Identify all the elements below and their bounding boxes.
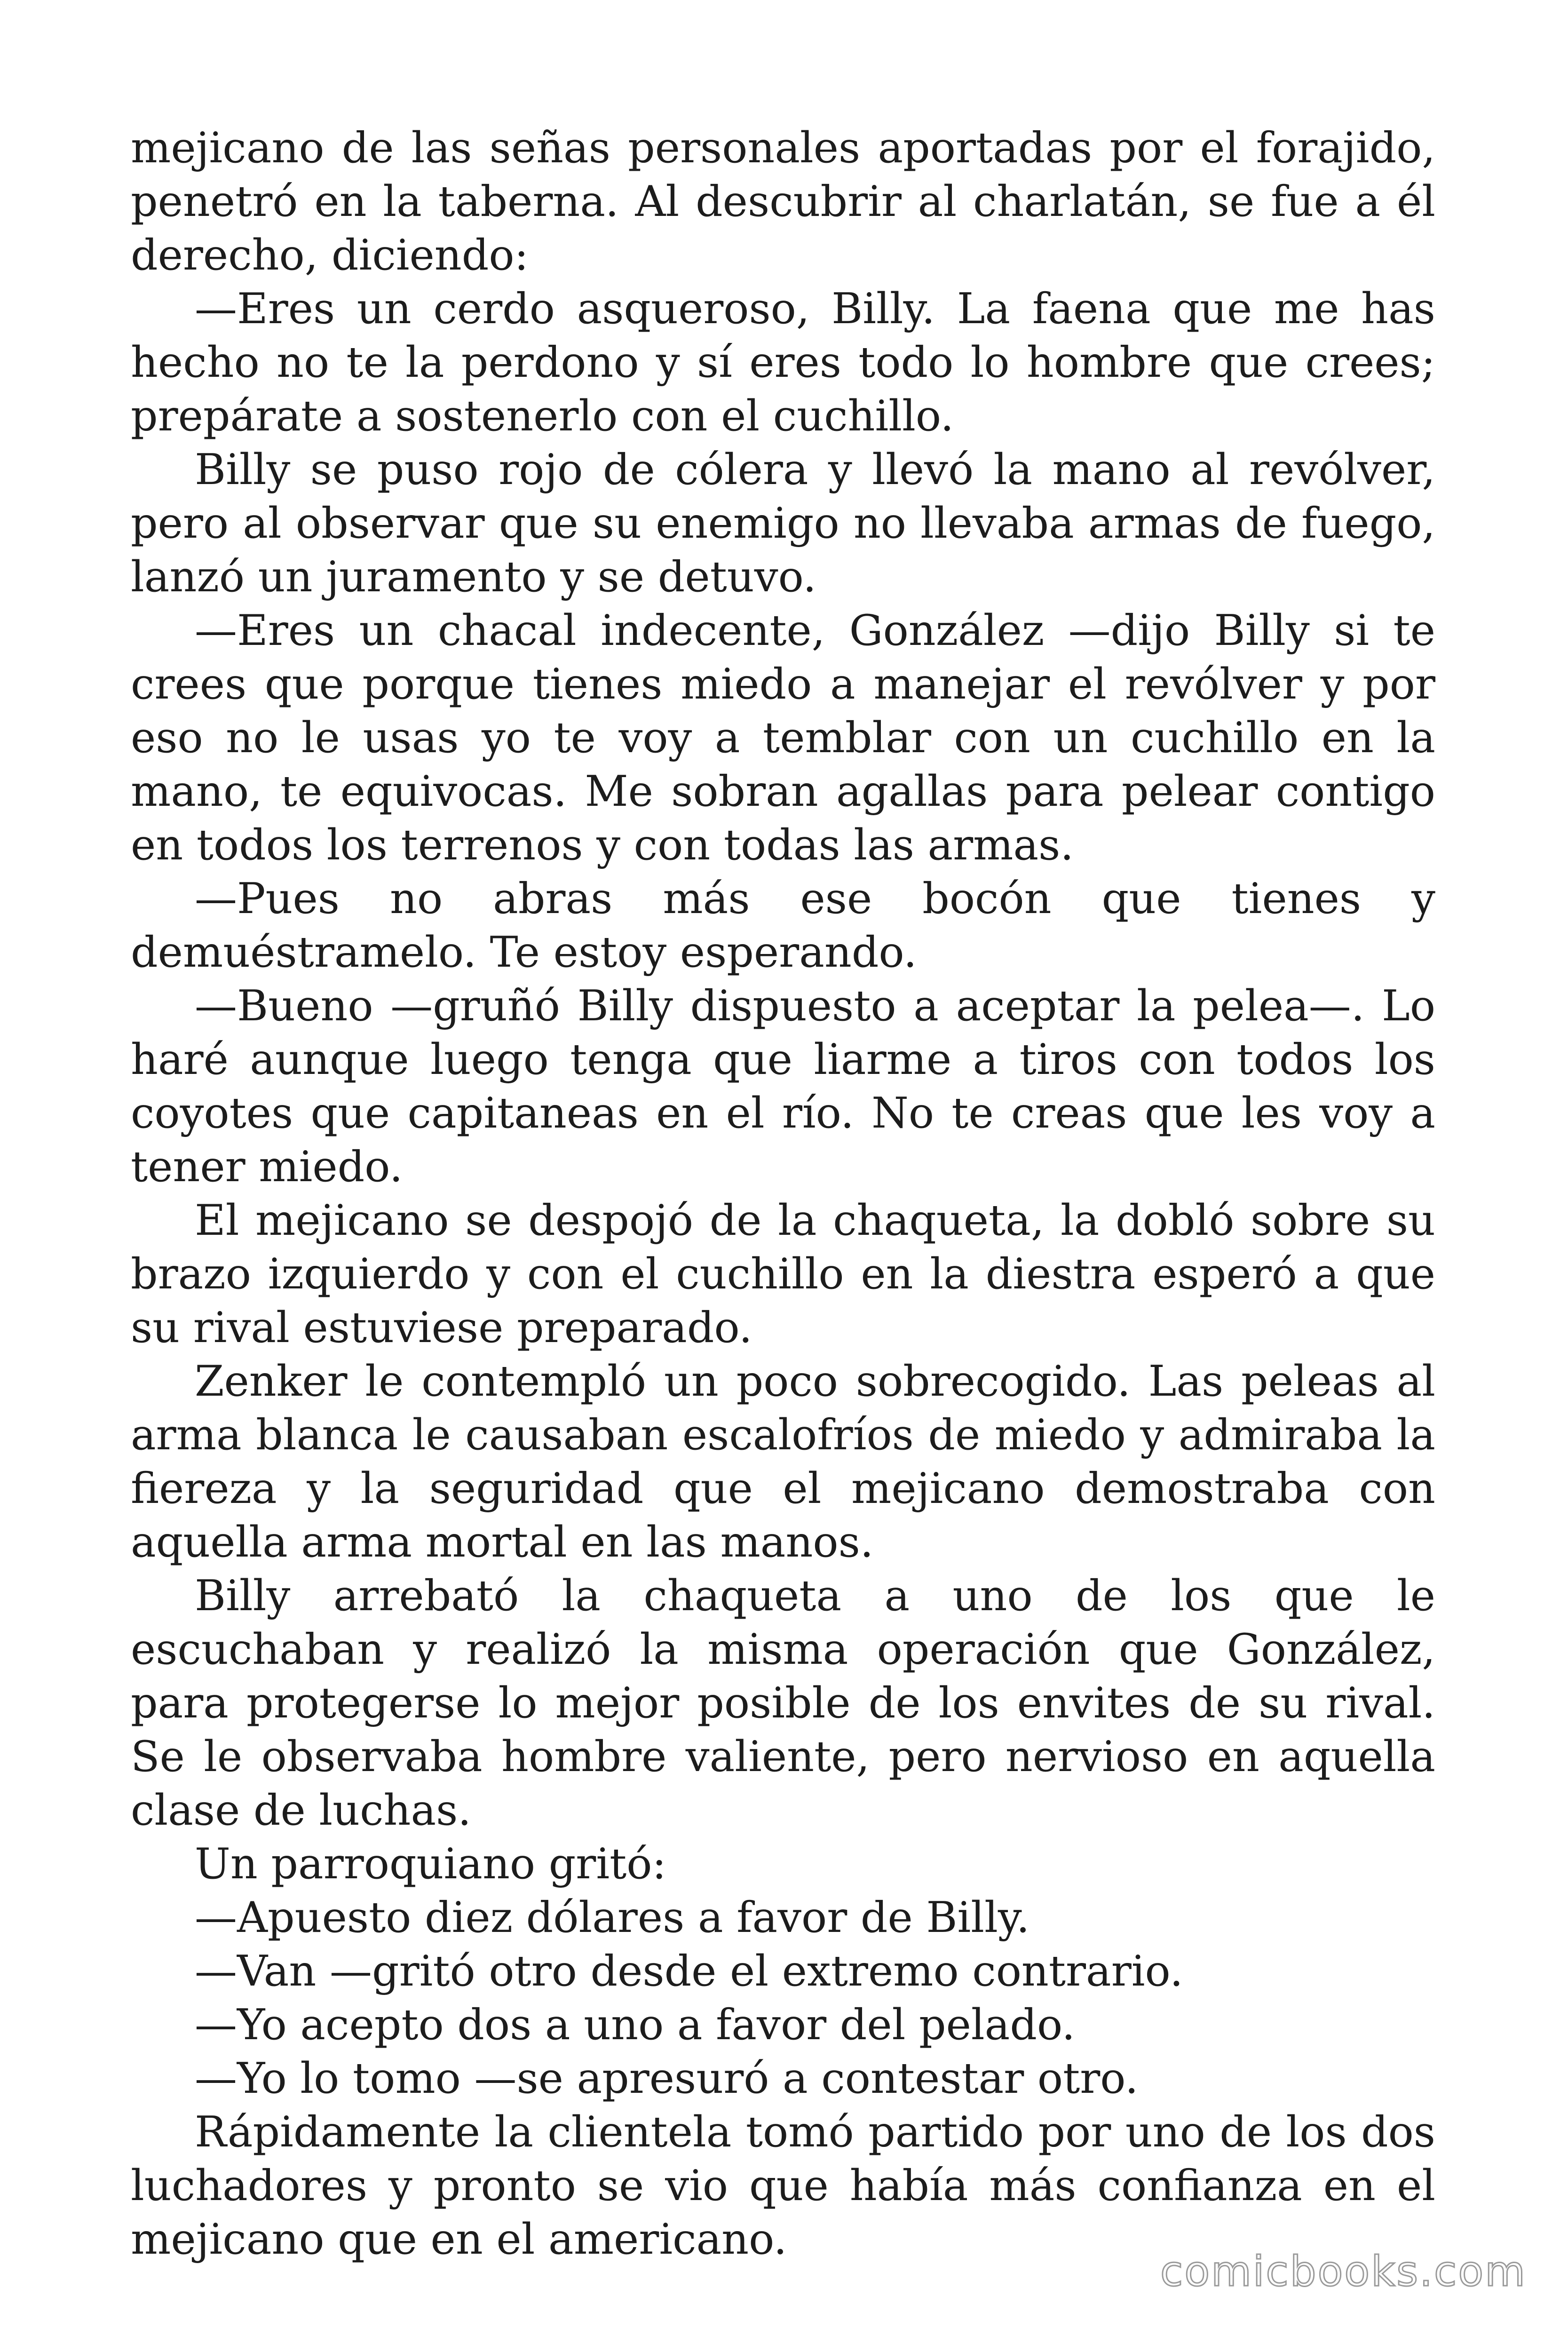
- paragraph-15: Rápidamente la clientela tomó partido por uno de los dos luchadores y pronto se vio que había más confianza en el mejicano que en el americano.: [131, 2107, 1435, 2264]
- paragraph-6: —Bueno —gruñó Billy dispuesto a aceptar la pelea—. Lo haré aunque luego tenga que liarme a tiros con todos los coyotes que capitaneas en el río. No te creas que les voy a tener miedo.: [131, 981, 1435, 1192]
- paragraph-12: —Van —gritó otro desde el extremo contrario.: [195, 1947, 1183, 1996]
- paragraph-13: —Yo acepto dos a uno a favor del pelado.: [195, 2000, 1076, 2050]
- page-body: [131, 121, 1435, 2266]
- paragraph-9: Billy arrebató la chaqueta a uno de los que le escuchaban y realizó la misma operación que González, para protegerse lo mejor posible de los envites de su rival. Se le observaba hombre valiente, pero nervioso en aquella clase de luchas.: [131, 1571, 1435, 1835]
- paragraph-2: —Eres un cerdo asqueroso, Billy. La faena que me has hecho no te la perdono y sí eres todo lo hombre que crees; prepárate a sostenerlo con el cuchillo.: [131, 284, 1435, 441]
- paragraph-3: Billy se puso rojo de cólera y llevó la mano al revólver, pero al observar que su enemigo no llevaba armas de fuego, lanzó un juramento y se detuvo.: [131, 445, 1435, 602]
- paragraph-8: Zenker le contempló un poco sobrecogido. Las peleas al arma blanca le causaban escalofríos de miedo y admiraba la fiereza y la seguridad que el mejicano demostraba con aquella arma mortal en las manos.: [131, 1357, 1435, 1567]
- paragraph-11: —Apuesto diez dólares a favor de Billy.: [195, 1893, 1030, 1942]
- paragraph-5: —Pues no abras más ese bocón que tienes y demuéstramelo. Te estoy esperando.: [131, 874, 1435, 977]
- paragraph-7: El mejicano se despojó de la chaqueta, la dobló sobre su brazo izquierdo y con el cuchillo en la diestra esperó a que su rival estuviese preparado.: [131, 1196, 1435, 1352]
- paragraph-10: Un parroquiano gritó:: [195, 1839, 666, 1889]
- paragraph-4: —Eres un chacal indecente, González —dijo Billy si te crees que porque tienes miedo a manejar el revólver y por eso no le usas yo te voy a temblar con un cuchillo en la mano, te equivocas. Me sobran agallas para pelear contigo en todos los terrenos y con todas las armas.: [131, 606, 1435, 870]
- paragraph-14: —Yo lo tomo —se apresuró a contestar otro.: [195, 2054, 1139, 2103]
- watermark: comicbooks.com: [1160, 2247, 1527, 2296]
- paragraph-1: mejicano de las señas personales aportadas por el forajido, penetró en la taberna. Al descubrir al charlatán, se fue a él derecho, diciendo:: [131, 123, 1435, 280]
